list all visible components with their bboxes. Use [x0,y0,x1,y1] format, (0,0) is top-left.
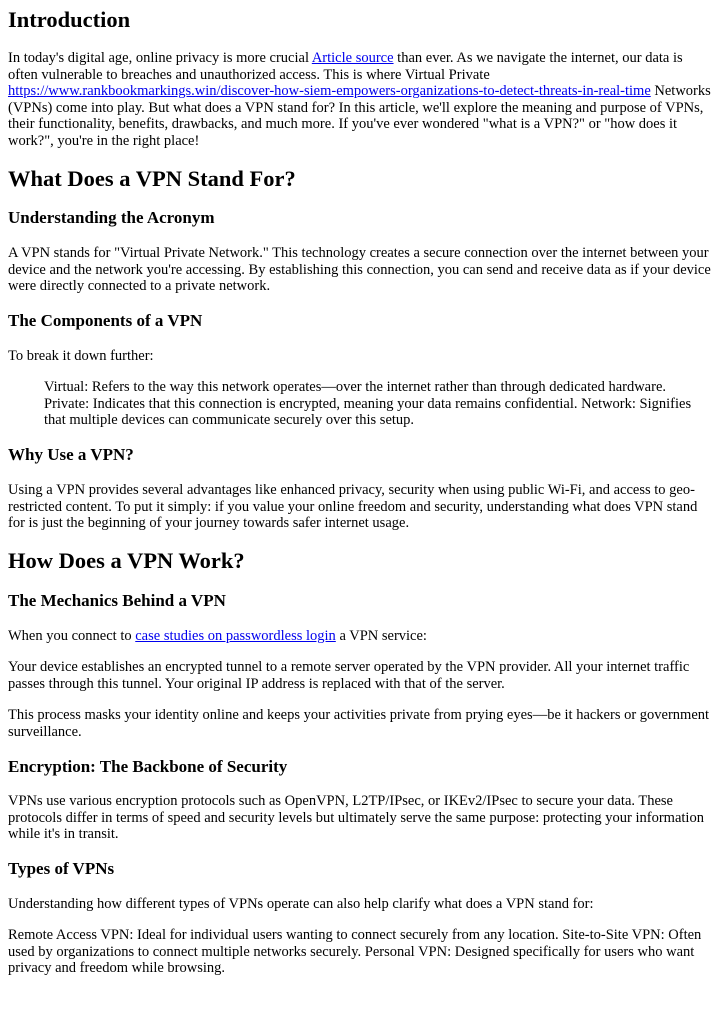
components-list: Virtual: Refers to the way this network operates—over the internet rather than through dedicated hardware. Private: Indicates that this connection is encrypted, meaning your data remains confidential. Network: Signifies that multiple devices can communicate securely over this setup. [44,379,692,428]
mechanics-text-2: a VPN service: [335,628,427,644]
masks-paragraph: This process masks your identity online and keeps your activities private from prying eyes—be it hackers or government surveillance. [8,707,710,740]
intro-text-2: than ever. As we navigate the internet, our data is often vulnerable to breaches and unauthorized access. This is where Virtual Private [8,50,683,83]
types-heading: Types of VPNs [8,859,115,878]
types-intro: Understanding how different types of VPNs operate can also help clarify what does a VPN stand for: [8,896,594,912]
intro-paragraph [8,50,712,149]
mechanics-heading: The Mechanics Behind a VPN [8,591,226,610]
intro-heading: Introduction [8,7,131,32]
acronym-paragraph: A VPN stands for "Virtual Private Network." This technology creates a secure connection over the internet between your device and the network you're accessing. By establishing this connection, you can send and receive data as if your device were directly connected to a private network. [8,245,711,294]
what-heading: What Does a VPN Stand For? [8,166,296,191]
tunnel-paragraph: Your device establishes an encrypted tunnel to a remote server operated by the VPN provider. All your internet traffic passes through this tunnel. Your original IP address is replaced with that of the server. [8,659,690,692]
mechanics-paragraph [8,628,712,645]
intro-text-1: In today's digital age, online privacy is more crucial [8,50,312,66]
encryption-heading: Encryption: The Backbone of Security [8,757,288,776]
rankbookmarkings-link[interactable]: https://www.rankbookmarkings.win/discover-how-siem-empowers-organizations-to-detect-threats-in-real-time [8,83,651,99]
article-source-link[interactable]: Article source [311,50,394,66]
how-heading: How Does a VPN Work? [8,548,245,573]
acronym-heading: Understanding the Acronym [8,208,215,227]
mechanics-text-1: When you connect to [8,628,136,644]
intro-text-3: Networks (VPNs) come into play. But what does a VPN stand for? In this article, we'll explore the meaning and purpose of VPNs, their functionality, benefits, drawbacks, and much more. If you've ever wondered "what is a VPN?" or "how does it work?", you're in the right place! [8,83,711,149]
encryption-paragraph: VPNs use various encryption protocols such as OpenVPN, L2TP/IPsec, or IKEv2/IPsec to secure your data. These protocols differ in terms of speed and security levels but ultimately serve the same purpose: protecting your information while it's in transit. [8,793,704,842]
components-heading: The Components of a VPN [8,311,203,330]
why-heading: Why Use a VPN? [8,445,134,464]
why-paragraph: Using a VPN provides several advantages like enhanced privacy, security when using public Wi-Fi, and access to geo-restricted content. To put it simply: if you value your online freedom and security, understanding what does VPN stand for is just the beginning of your journey towards safer internet usage. [8,482,698,531]
types-paragraph: Remote Access VPN: Ideal for individual users wanting to connect securely from any location. Site-to-Site VPN: Often used by organizations to connect multiple networks securely. Personal VPN: Designed specifically for users who want privacy and freedom while browsing. [8,927,702,976]
components-intro: To break it down further: [8,348,154,364]
passwordless-login-link[interactable]: case studies on passwordless login [135,628,336,644]
